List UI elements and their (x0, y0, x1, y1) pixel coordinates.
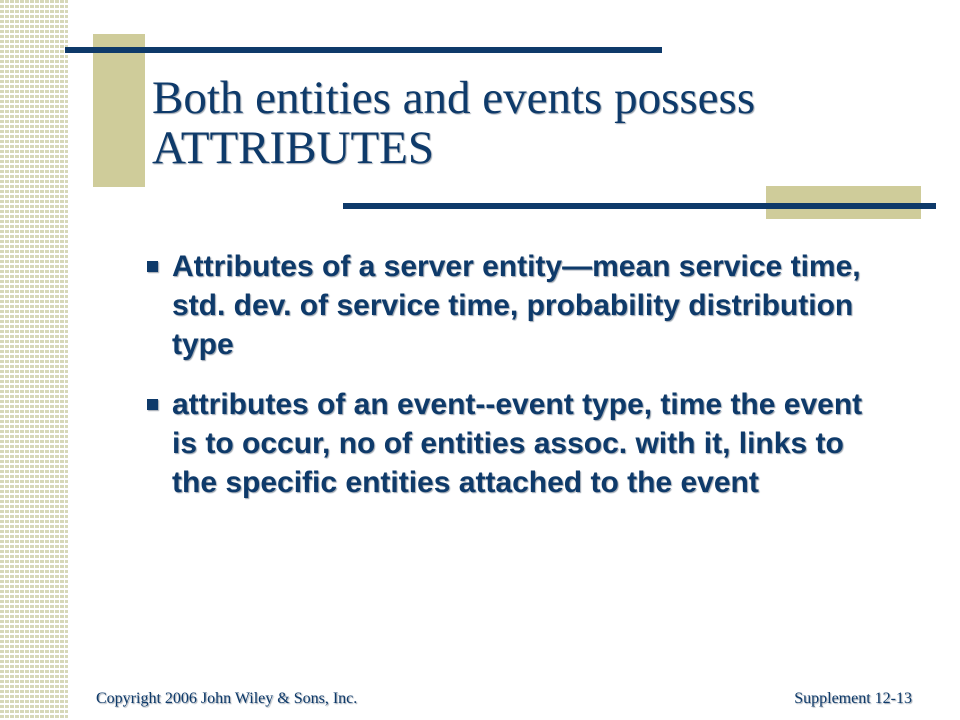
bullet-text: Attributes of a server entity—mean service time, std. dev. of service time, probability distribution type (172, 250, 861, 361)
square-bullet-icon (147, 399, 158, 410)
top-divider-rule (65, 47, 662, 53)
footer-copyright: Copyright 2006 John Wiley & Sons, Inc. (96, 690, 358, 707)
slide-title: Both entities and events possess ATTRIBUTES (152, 72, 756, 174)
bottom-divider-rule (343, 203, 936, 209)
square-bullet-icon (147, 261, 158, 272)
bullet-item (145, 247, 885, 364)
bullet-item (145, 385, 885, 502)
decorative-stripe-band (0, 0, 68, 720)
footer-page-label: Supplement 12-13 (794, 690, 912, 707)
bullet-text: attributes of an event--event type, time the event is to occur, no of entities assoc. with it, links to the specific entities attached to the event (172, 388, 863, 499)
decorative-olive-block-left (93, 34, 145, 187)
bullet-list (145, 247, 885, 523)
